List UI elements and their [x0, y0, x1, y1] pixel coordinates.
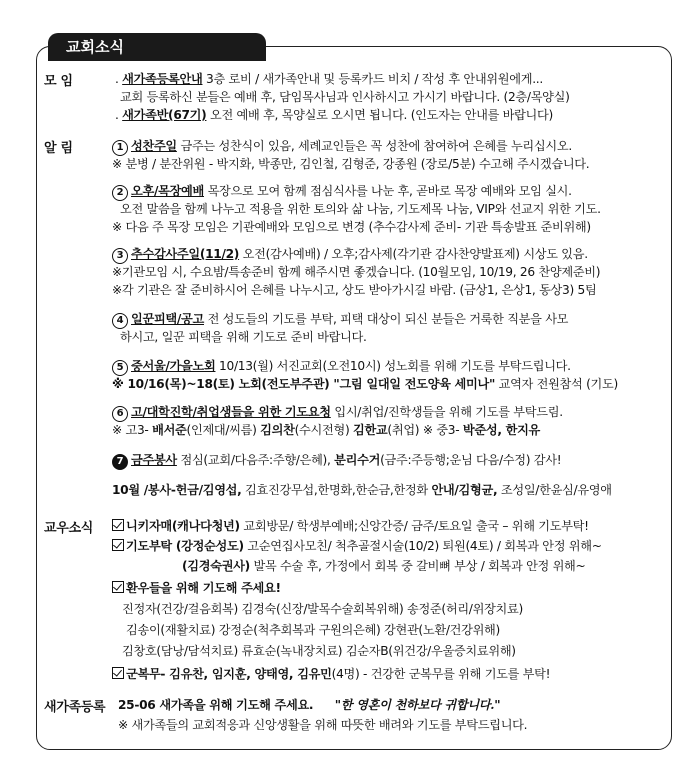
check-icon — [112, 581, 124, 593]
notice-3-line-3: ※각 기관은 잘 준비하시어 은혜를 나누시고, 상도 받아가시길 바람. (금상1, 은상1, 동상3) 5팀 — [112, 283, 597, 297]
newfamily-line-2: ※ 새가족들의 교회적응과 신앙생활을 위해 따뜻한 배려와 기도를 부탁드립니다. — [118, 718, 528, 732]
number-5-icon: 5 — [112, 360, 128, 376]
label-newfamily: 새가족등록 — [44, 700, 106, 715]
check-icon — [112, 667, 124, 679]
number-2-icon: 2 — [112, 185, 128, 201]
number-6-icon: 6 — [112, 406, 128, 422]
gyouoo-line-8: 군복무- 김유찬, 임지훈, 양태영, 김유민(4명) - 건강한 군복무를 위해 기도를 부탁! — [112, 666, 550, 682]
label-moim: 모 임 — [44, 74, 73, 89]
notice-2-line-2: 오전 말씀을 함께 나누고 적용을 위한 토의와 삶 나눔, 기도제목 나눔, VIP와 선교지 위한 기도. — [120, 202, 601, 216]
notice-1: 1 성찬주일 금주는 성찬식이 있음, 세례교인들은 꼭 성찬에 참여하여 은혜를 누리십시오. — [112, 138, 572, 156]
moim-line-3: . 새가족반(67기) 오전 예배 후, 목양실로 오시면 됩니다. (인도자는 안내를 바랍니다) — [115, 108, 553, 122]
notice-1-detail: ※ 분병 / 분잔위원 - 박지화, 박종만, 김인철, 김형준, 강종원 (장로/5분) 수고해 주시겠습니다. — [112, 157, 590, 171]
patients-line-2: 김송이(재활치료) 강정순(척추회복과 구원의은혜) 강현관(노환/건강위해) — [126, 623, 500, 637]
notice-7: 7 금주봉사 점심(교회/다음주:주향/은혜), 분리수거(금주:주등행;운님 다음/수정) 감사! — [112, 452, 561, 470]
section-title: 교회소식 — [48, 33, 266, 61]
notice-2: 2 오후/목장예배 목장으로 모여 함께 점심식사를 나눈 후, 곧바로 목장 예배와 모임 실시. — [112, 183, 572, 201]
moim-line-1: . 새가족등록안내 3층 로비 / 새가족안내 및 등록카드 비치 / 작성 후 안내위원에게... — [115, 72, 543, 86]
notice-4: 4 일꾼피택/공고 전 성도들의 기도를 부탁, 피택 대상이 되신 분들은 거룩한 직분을 사모 — [112, 311, 568, 329]
gyouoo-line-2: 기도부탁 (강정순성도) 고순연집사모친/ 척추골절시술(10/2) 퇴원(4토) / 회복과 안정 위해~ — [112, 538, 602, 554]
number-1-icon: 1 — [112, 140, 128, 156]
newfamily-line-1: 25-06 새가족을 위해 기도해 주세요. "한 영혼이 천하보다 귀합니다." — [118, 698, 501, 712]
patients-line-1: 진정자(건강/걸음회복) 김경숙(신장/발목수술회복위해) 송정준(허리/위장치료) — [122, 602, 523, 616]
notice-3-line-2: ※기관모임 시, 수요밤/특송준비 함께 해주시면 좋겠습니다. (10월모임, 10/19, 26 찬양제준비) — [112, 265, 601, 279]
label-allim: 알 림 — [44, 141, 73, 156]
gyouoo-line-4: 환우들을 위해 기도해 주세요! — [112, 580, 281, 596]
notice-4-line-2: 하시고, 일꾼 피택을 위해 기도로 준비 바랍니다. — [120, 330, 367, 344]
notice-6: 6 고/대학진학/취업생들을 위한 기도요청 입시/취업/진학생들을 위해 기도를 부탁드림. — [112, 404, 563, 422]
gyouoo-line-1: 니키자매(캐나다청년) 교회방문/ 학생부예배;신앙간증/ 금주/토요일 출국 – 위해 기도부탁! — [112, 518, 589, 534]
gyouoo-line-3: (김경숙권사) 발목 수술 후, 가정에서 회복 중 갈비뼈 부상 / 회복과 안정 위해~ — [182, 559, 586, 573]
check-icon — [112, 539, 124, 551]
number-3-icon: 3 — [112, 248, 128, 264]
patients-line-3: 김창호(담낭/담석치료) 류효순(녹내장치료) 김순자B(위건강/우울증치료위해) — [122, 644, 516, 658]
notice-5: 5 중서울/가을노회 10/13(월) 서진교회(오전10시) 성노회를 위해 기도를 부탁드립니다. — [112, 358, 571, 376]
check-icon — [112, 519, 124, 531]
number-7-icon: 7 — [112, 454, 128, 470]
notice-3: 3 추수감사주일(11/2) 오전(감사예배) / 오후;감사제(각기관 감사찬양발표제) 시상도 있음. — [112, 246, 588, 264]
moim-line-2: 교회 등록하신 분들은 예배 후, 담임목사님과 인사하시고 가시기 바랍니다. (2층/목양실) — [120, 90, 570, 104]
notice-2-line-3: ※ 다음 주 목장 모임은 기관예배와 모임으로 변경 (추수감사제 준비- 기관 특송발표 준비위해) — [112, 220, 591, 234]
notice-6-line-2: ※ 고3- 배서준(인제대/씨름) 김의찬(수시전형) 김한교(취업) ※ 중3- 박준성, 한지유 — [112, 423, 541, 437]
notice-5-line-2: ※ 10/16(목)~18(토) 노회(전도부주관) "그림 일대일 전도양육 세미나" 교역자 전원참석 (기도) — [112, 377, 618, 391]
number-4-icon: 4 — [112, 313, 128, 329]
label-gyouoo: 교우소식 — [44, 521, 94, 536]
notice-7-line-2: 10월 /봉사-헌금/김영섭, 김효진강무섭,한명화,한순금,한정화 안내/김형균, 조성일/한윤심/유영애 — [112, 483, 612, 497]
